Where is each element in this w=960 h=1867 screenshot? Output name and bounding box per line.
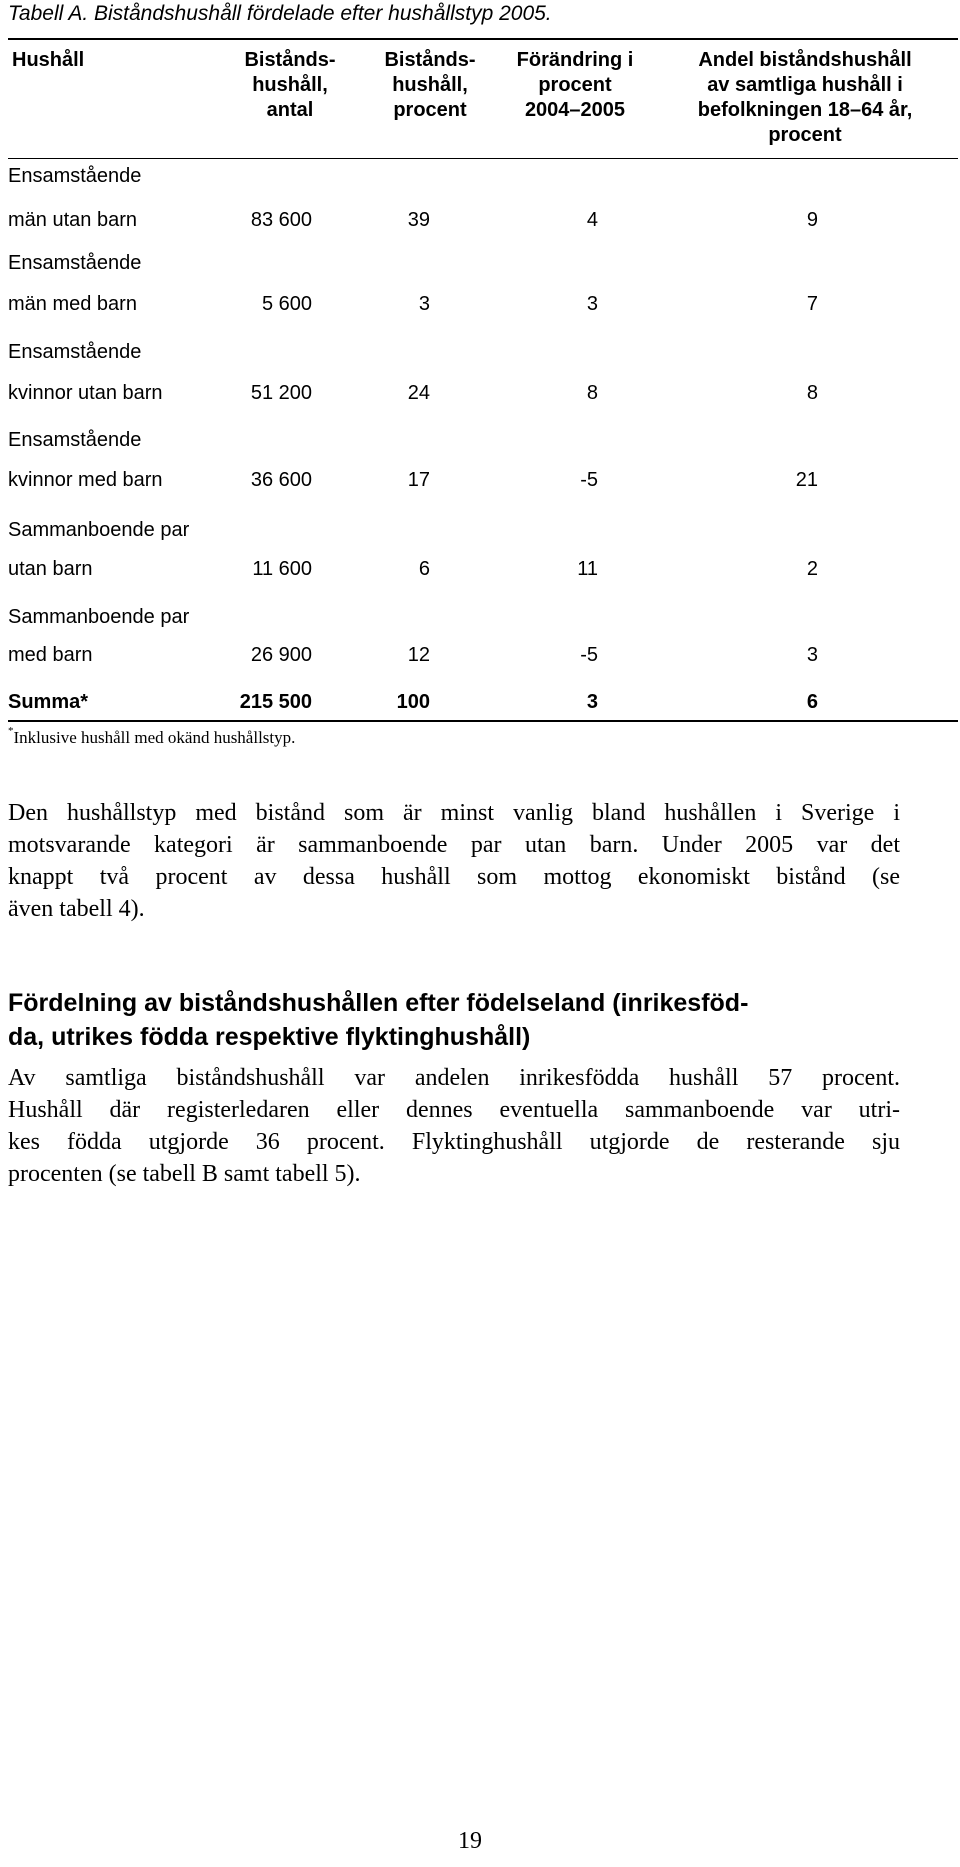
header-forandring: Förändring i procent 2004–2005 [516,49,634,121]
summa-antal: 215 500 [239,691,312,713]
summa-label: Summa* [8,691,89,713]
paragraph-line: även tabell 4). [8,896,145,922]
paragraph-line: knappt två procent av dessa hushåll som mottog ekonomiskt bistånd (se [8,864,900,890]
cell-antal: 51 200 [250,382,312,404]
row-label-line1: Ensamstående [8,252,142,274]
cell-antal: 83 600 [250,209,312,231]
table-bottom-rule [8,720,958,722]
cell-andel: 3 [806,644,818,666]
row-label-line1: Ensamstående [8,429,142,451]
cell-procent: 17 [407,469,430,491]
cell-andel: 7 [806,293,818,315]
section-heading: Fördelning av biståndshushållen efter födelseland (inrikesföd- da, utrikes födda respektive flyktinghushåll) [8,989,749,1051]
cell-procent: 39 [407,209,430,231]
cell-andel: 21 [795,469,818,491]
cell-procent: 24 [407,382,430,404]
paragraph-1 [8,797,900,925]
table-footnote [8,725,296,748]
cell-forandring: 8 [586,382,598,404]
paragraph-line: Av samtliga biståndshushåll var andelen inrikesfödda hushåll 57 procent. [8,1065,900,1091]
row-label-line1: Sammanboende par [8,606,190,628]
summa-procent: 100 [396,691,430,713]
summa-forandring: 3 [586,691,598,713]
table-caption: Tabell A. Biståndshushåll fördelade efter hushållstyp 2005. [8,2,552,25]
table-top-rule [8,38,958,40]
cell-antal: 11 600 [252,558,312,580]
row-label-line1: Ensamstående [8,165,142,187]
row-label-line2: kvinnor med barn [8,469,163,491]
footnote-mark: * [8,725,14,737]
cell-antal: 26 900 [250,644,312,666]
summa-andel: 6 [806,691,818,713]
header-procent: Bistånds- hushåll, procent [384,49,476,121]
paragraph-line: procenten (se tabell B samt tabell 5). [8,1161,361,1187]
cell-procent: 6 [418,558,430,580]
cell-procent: 3 [418,293,430,315]
paragraph-line: Hushåll där registerledaren eller dennes eventuella sammanboende var utri- [8,1097,900,1123]
row-label-line1: Sammanboende par [8,519,190,541]
row-label-line2: utan barn [8,558,93,580]
row-label-line2: män utan barn [8,209,137,231]
cell-andel: 8 [806,382,818,404]
cell-forandring: -5 [580,644,598,666]
paragraph-line: kes födda utgjorde 36 procent. Flyktinghushåll utgjorde de resterande sju [8,1129,900,1155]
cell-forandring: 3 [586,293,598,315]
cell-forandring: -5 [580,469,598,491]
cell-antal: 36 600 [250,469,312,491]
row-label-line1: Ensamstående [8,341,142,363]
row-label-line2: män med barn [8,293,137,315]
cell-procent: 12 [407,644,430,666]
cell-forandring: 11 [577,558,598,580]
cell-antal: 5 600 [261,293,312,315]
cell-andel: 9 [806,209,818,231]
cell-andel: 2 [806,558,818,580]
row-label-line2: med barn [8,644,93,666]
header-rule [8,158,958,159]
paragraph-2 [8,1062,900,1190]
cell-forandring: 4 [586,209,598,231]
row-label-line2: kvinnor utan barn [8,382,163,404]
paragraph-line: Den hushållstyp med bistånd som är minst vanlig bland hushållen i Sverige i [8,800,900,826]
paragraph-line: motsvarande kategori är sammanboende par utan barn. Under 2005 var det [8,832,900,858]
header-antal: Bistånds- hushåll, antal [244,49,336,121]
header-hushall: Hushåll [12,49,85,71]
page-number: 19 [458,1828,482,1854]
footnote-text: Inklusive hushåll med okänd hushållstyp. [13,728,296,747]
header-andel: Andel biståndshushåll av samtliga hushåll i befolkningen 18–64 år, procent [697,49,913,146]
